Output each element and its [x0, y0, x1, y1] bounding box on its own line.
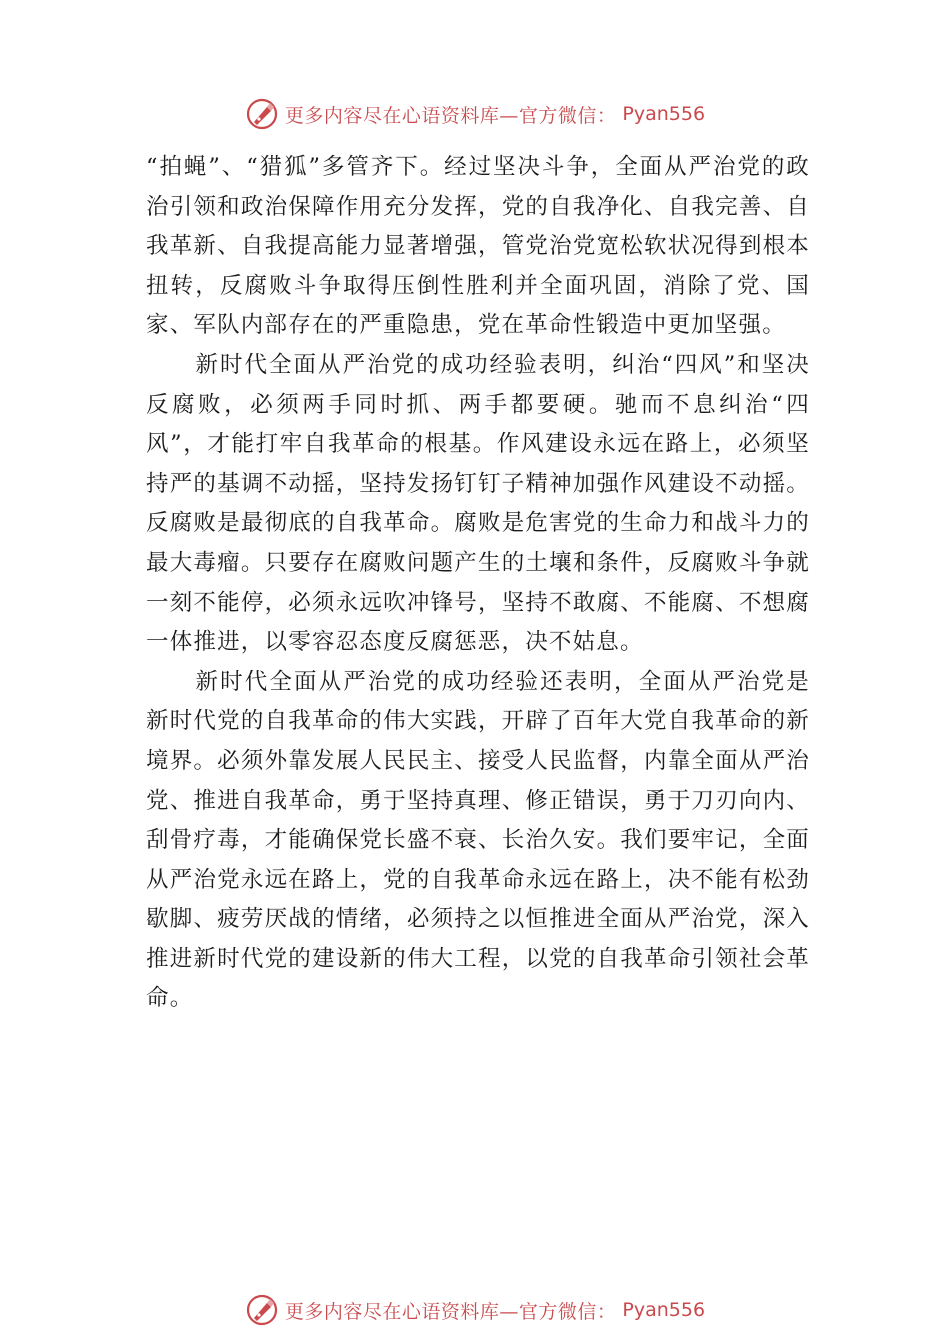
footer-banner-handle: Pyan556 [622, 1299, 706, 1321]
pen-nib-logo-icon [245, 1293, 279, 1327]
pen-nib-logo-icon [245, 97, 279, 131]
paragraph-3: 新时代全面从严治党的成功经验还表明，全面从严治党是新时代党的自我革命的伟大实践，开辟了百年大党自我革命的新境界。必须外靠发展人民民主、接受人民监督，内靠全面从严治党、推进自我革命，勇于坚持真理、修正错误，勇于刀刃向内、刮骨疗毒，才能确保党长盛不衰、长治久安。我们要牢记，全面从严治党永远在路上，党的自我革命永远在路上，决不能有松劲歇脚、疲劳厌战的情绪，必须持之以恒推进全面从严治党，深入推进新时代党的建设新的伟大工程，以党的自我革命引领社会革命。 [146, 668, 810, 1012]
header-watermark-banner [0, 94, 950, 134]
paragraph-1: “拍蝇”、“猎狐”多管齐下。经过坚决斗争，全面从严治党的政治引领和政治保障作用充分发挥，党的自我净化、自我完善、自我革新、自我提高能力显著增强，管党治党宽松软状况得到根本扭转，反腐败斗争取得压倒性胜利并全面巩固，消除了党、国家、军队内部存在的严重隐患，党在革命性锻造中更加坚强。 [146, 154, 810, 339]
footer-banner-text: 更多内容尽在心语资料库—官方微信： [284, 1300, 617, 1323]
footer-watermark-banner [0, 1290, 950, 1330]
header-banner-handle: Pyan556 [622, 103, 706, 125]
document-body [146, 148, 810, 1019]
paragraph-2: 新时代全面从严治党的成功经验表明，纠治“四风”和坚决反腐败，必须两手同时抓、两手都要硬。驰而不息纠治“四风”，才能打牢自我革命的根基。作风建设永远在路上，必须坚持严的基调不动摇，坚持发扬钉钉子精神加强作风建设不动摇。反腐败是最彻底的自我革命。腐败是危害党的生命力和战斗力的最大毒瘤。只要存在腐败问题产生的土壤和条件，反腐败斗争就一刻不能停，必须永远吹冲锋号，坚持不敢腐、不能腐、不想腐一体推进，以零容忍态度反腐惩恶，决不姑息。 [146, 351, 810, 656]
header-banner-text: 更多内容尽在心语资料库—官方微信： [284, 104, 617, 127]
